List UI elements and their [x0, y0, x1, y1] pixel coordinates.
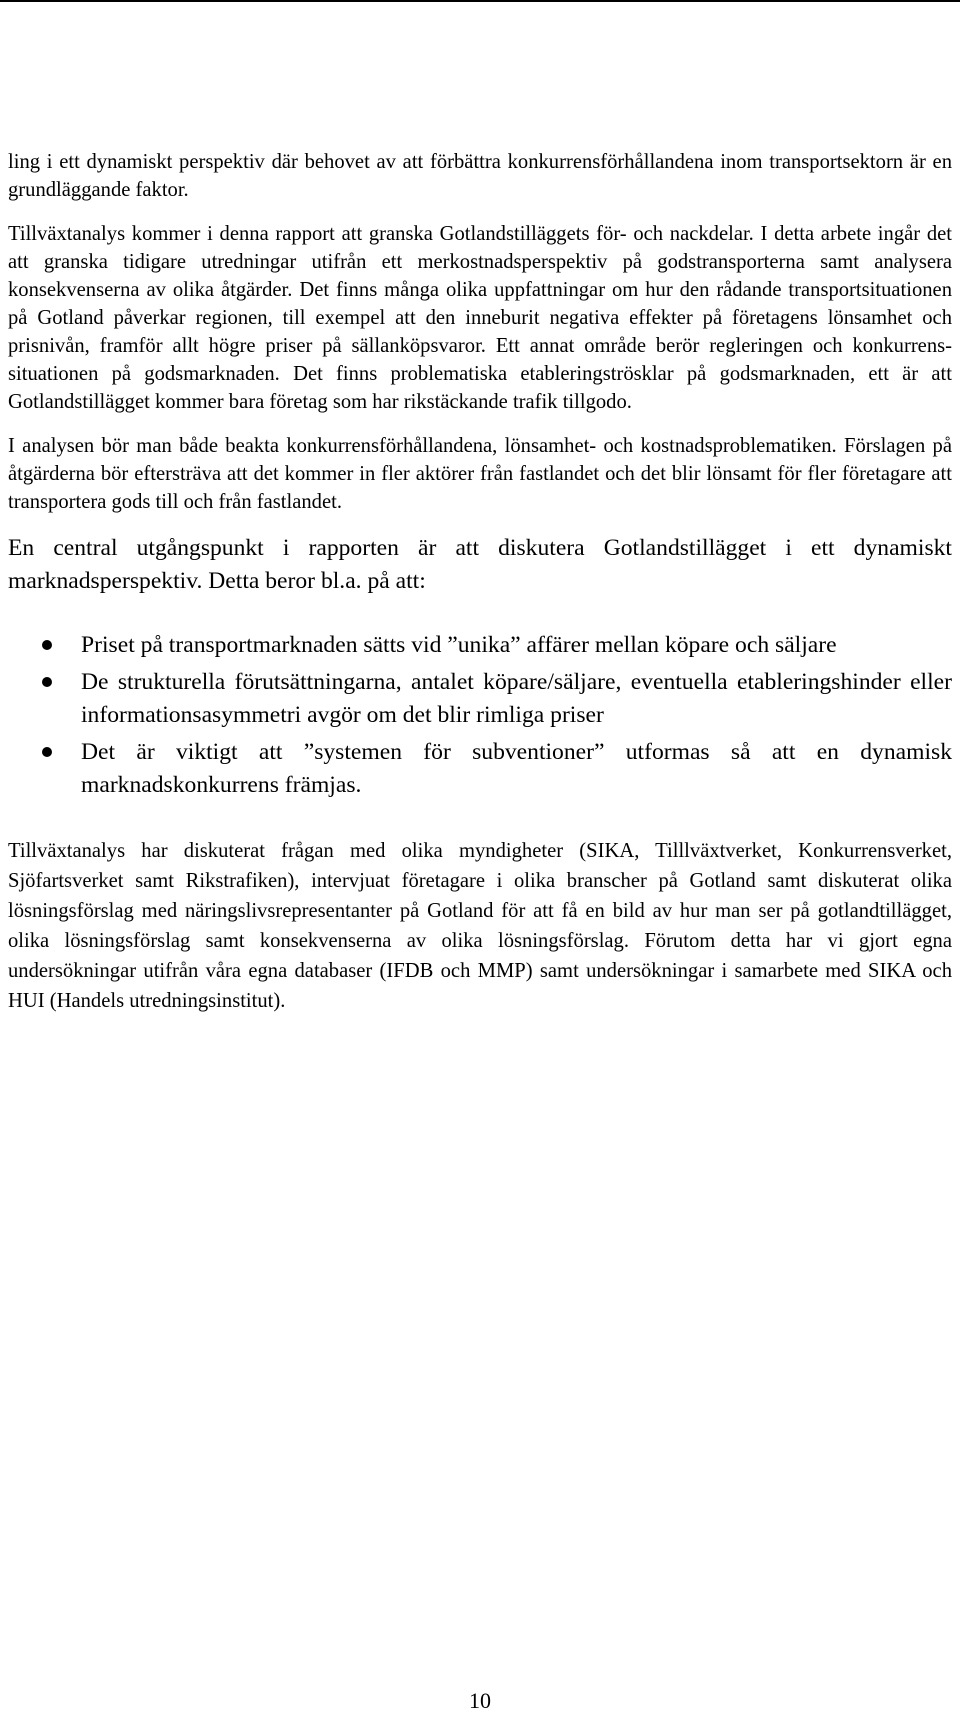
bullet-text: De strukturella förutsättningarna, antalet köpare/säljare, eventuella etableringshinder eller informationsasymmetri avgör om det blir rimliga priser — [81, 669, 952, 728]
bullet-item — [8, 666, 952, 732]
bullet-item — [8, 629, 952, 662]
paragraph-1: ling i ett dynamiskt perspektiv där behovet av att förbättra konkurrensförhållandena inom transportsektorn är en grundläggande faktor. — [8, 151, 952, 201]
bullet-item — [8, 736, 952, 802]
closing-paragraph: Tillväxtanalys har diskuterat frågan med olika myndigheter (SIKA, Tilllväxtverket, Konkurrensverket, Sjöfartsverket samt Rikstrafiken), intervjuat företagare i olika branscher på Gotland samt diskuterat olika lösningsförslag med näringslivsrepresentanter på Gotland för att få en bild av hur man ser på gotlandtillägget, olika lösningsförslag samt konsekvenserna av olika lösningsförslag. Förutom detta har vi gjort egna undersökningar utifrån våra egna databaser (IFDB och MMP) samt undersökningar i samarbete med SIKA och HUI (Handels utredningsinstitut). — [8, 840, 952, 1012]
bullet-text: Priset på transportmarknaden sätts vid ”unika” affärer mellan köpare och säljare — [81, 632, 837, 658]
bullet-list — [8, 629, 952, 802]
header-rule — [0, 0, 960, 2]
bullet-dot-icon — [42, 677, 52, 687]
page-number: 10 — [469, 1688, 491, 1713]
bullet-text: Det är viktigt att ”systemen för subventioner” utformas så att en dynamisk marknadskonkurrens främjas. — [81, 739, 952, 798]
bullet-dot-icon — [42, 640, 52, 650]
paragraph-3: I analysen bör man både beakta konkurrensförhållandena, lönsamhet- och kostnadsproblematiken. Förslagen på åtgärderna bör eftersträva att det kommer in fler aktörer från fastlandet och det blir lönsamt för fler företagare att transportera gods till och från fastlandet. — [8, 435, 952, 513]
paragraph-2: Tillväxtanalys kommer i denna rapport att granska Gotlandstilläggets för- och nackdelar. I detta arbete ingår det att granska tidigare utredningar utifrån ett merkostnadsperspektiv på godstransporterna samt analysera konsekvenserna av olika åtgärder. Det finns många olika uppfattningar om hur den rådande transportsituationen på Gotland påverkar regionen, till exempel att den inneburit negativa effekter på företagens lönsamhet och prisnivån, framför allt högre priser på sällanköpsvaror. Ett annat område berör regleringen och konkurrenssituationen på godsmarknaden. Det finns problematiska etableringströsklar på godsmarknaden, ett är att Gotlandstillägget kommer bara företag som har rikstäckande trafik tillgodo. — [8, 223, 952, 413]
bullet-dot-icon — [42, 747, 52, 757]
document-page — [8, 148, 952, 1016]
paragraph-4: En central utgångspunkt i rapporten är att diskutera Gotlandstillägget i ett dynamiskt marknadsperspektiv. Detta beror bl.a. på att: — [8, 535, 952, 594]
